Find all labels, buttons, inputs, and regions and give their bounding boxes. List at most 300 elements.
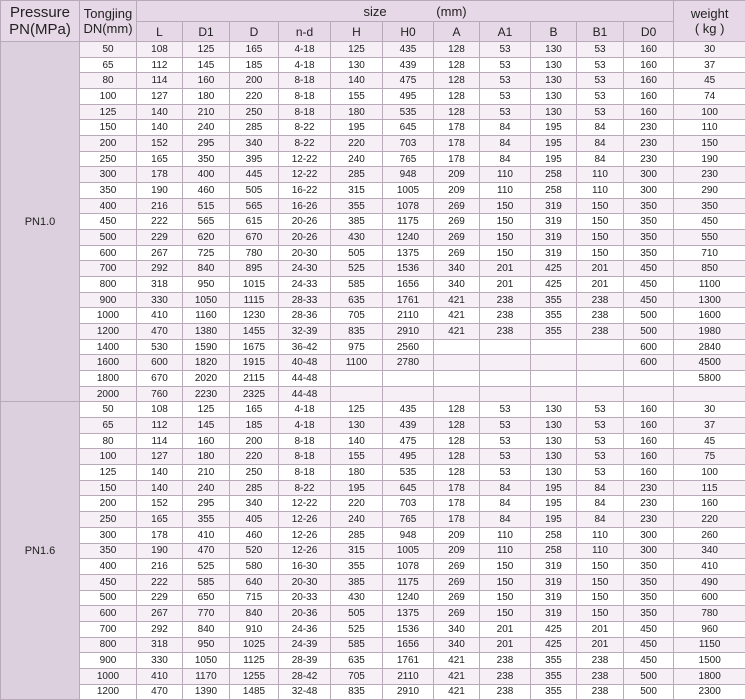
size-cell: 340: [434, 277, 480, 293]
size-cell: 140: [137, 480, 183, 496]
size-cell: 318: [137, 277, 183, 293]
size-cell: 128: [434, 465, 480, 481]
size-cell: 525: [331, 261, 383, 277]
size-cell: 222: [137, 574, 183, 590]
size-cell: 760: [137, 386, 183, 402]
size-cell: 216: [137, 559, 183, 575]
size-cell: 180: [183, 449, 230, 465]
size-cell: 715: [230, 590, 279, 606]
size-cell: 500: [624, 324, 674, 340]
weight-cell: 4500: [674, 355, 745, 371]
size-cell: 12-26: [279, 512, 331, 528]
table-row: [1, 402, 745, 418]
table-row: [1, 42, 745, 58]
size-unit: (mm): [436, 4, 466, 19]
weight-cell: 960: [674, 621, 745, 637]
size-cell: 150: [480, 230, 531, 246]
table-row: [1, 684, 745, 700]
size-cell: 140: [137, 465, 183, 481]
weight-cell: 490: [674, 574, 745, 590]
size-cell: 1390: [183, 684, 230, 700]
size-cell: 780: [230, 245, 279, 261]
size-cell: 450: [624, 637, 674, 653]
size-cell: 500: [624, 684, 674, 700]
size-cell: 108: [137, 42, 183, 58]
size-cell: 20-26: [279, 214, 331, 230]
size-cell: 53: [480, 433, 531, 449]
size-cell: 1125: [230, 653, 279, 669]
size-cell: 355: [331, 559, 383, 575]
pressure-unit: PN(MPa): [1, 21, 79, 38]
column-header-a: A: [434, 22, 480, 42]
size-cell: 32-48: [279, 684, 331, 700]
size-cell: 445: [230, 167, 279, 183]
size-cell: 128: [434, 42, 480, 58]
table-row: [1, 136, 745, 152]
dn-cell: 250: [80, 512, 137, 528]
weight-cell: 230: [674, 167, 745, 183]
size-cell: 53: [577, 73, 624, 89]
size-cell: 160: [183, 433, 230, 449]
table-row: [1, 465, 745, 481]
weight-cell: 710: [674, 245, 745, 261]
size-cell: 505: [331, 245, 383, 261]
size-cell: 315: [331, 183, 383, 199]
weight-cell: 1300: [674, 292, 745, 308]
size-cell: 1915: [230, 355, 279, 371]
size-cell: 8-18: [279, 73, 331, 89]
size-cell: 230: [624, 136, 674, 152]
dn-cell: 600: [80, 245, 137, 261]
size-cell: 470: [137, 324, 183, 340]
dn-cell: 50: [80, 402, 137, 418]
table-row: [1, 214, 745, 230]
size-cell: 525: [331, 621, 383, 637]
size-cell: 705: [331, 308, 383, 324]
size-cell: 640: [230, 574, 279, 590]
size-cell: 385: [331, 214, 383, 230]
dn-cell: 65: [80, 418, 137, 434]
size-cell: 150: [577, 606, 624, 622]
table-row: [1, 261, 745, 277]
weight-cell: 1800: [674, 668, 745, 684]
size-cell: 24-30: [279, 261, 331, 277]
size-cell: 350: [183, 151, 230, 167]
size-cell: 1015: [230, 277, 279, 293]
size-cell: 240: [331, 151, 383, 167]
dn-cell: 65: [80, 57, 137, 73]
size-cell: 53: [480, 73, 531, 89]
size-cell: 1656: [383, 637, 434, 653]
size-cell: 470: [183, 543, 230, 559]
weight-cell: 100: [674, 465, 745, 481]
table-row: [1, 637, 745, 653]
size-cell: 165: [137, 151, 183, 167]
table-body: [1, 42, 745, 700]
size-cell: [434, 386, 480, 402]
dn-cell: 80: [80, 433, 137, 449]
size-cell: 108: [137, 402, 183, 418]
size-cell: 84: [577, 480, 624, 496]
size-cell: 8-18: [279, 89, 331, 105]
size-cell: 515: [183, 198, 230, 214]
size-cell: 84: [577, 512, 624, 528]
size-cell: 2780: [383, 355, 434, 371]
size-cell: 565: [183, 214, 230, 230]
dn-cell: 1000: [80, 308, 137, 324]
weight-cell: 110: [674, 120, 745, 136]
size-cell: 340: [230, 136, 279, 152]
size-cell: 292: [137, 261, 183, 277]
size-cell: 269: [434, 606, 480, 622]
size-cell: 201: [480, 621, 531, 637]
size-cell: 209: [434, 167, 480, 183]
size-cell: 2110: [383, 668, 434, 684]
size-cell: 530: [137, 339, 183, 355]
size-cell: 53: [577, 418, 624, 434]
size-cell: 150: [577, 574, 624, 590]
size-cell: [383, 371, 434, 387]
size-cell: 238: [577, 324, 624, 340]
size-cell: 53: [480, 57, 531, 73]
size-cell: 180: [183, 89, 230, 105]
size-cell: 350: [624, 230, 674, 246]
dn-cell: 150: [80, 120, 137, 136]
size-cell: 201: [480, 277, 531, 293]
weight-cell: 75: [674, 449, 745, 465]
size-cell: 269: [434, 245, 480, 261]
dn-cell: 350: [80, 543, 137, 559]
size-cell: 127: [137, 89, 183, 105]
tongjing-header: [80, 1, 137, 42]
table-row: [1, 89, 745, 105]
dn-cell: 600: [80, 606, 137, 622]
dn-cell: 450: [80, 574, 137, 590]
size-cell: 185: [230, 57, 279, 73]
size-cell: 615: [230, 214, 279, 230]
size-cell: 128: [434, 418, 480, 434]
size-cell: 178: [434, 136, 480, 152]
size-cell: 53: [480, 42, 531, 58]
size-cell: 421: [434, 308, 480, 324]
size-cell: 535: [383, 104, 434, 120]
size-cell: 190: [137, 183, 183, 199]
size-cell: 425: [531, 621, 577, 637]
size-cell: 495: [383, 449, 434, 465]
size-cell: 230: [624, 512, 674, 528]
size-cell: 258: [531, 527, 577, 543]
dn-cell: 900: [80, 653, 137, 669]
size-cell: 355: [183, 512, 230, 528]
size-cell: 285: [230, 480, 279, 496]
size-cell: 150: [577, 559, 624, 575]
size-cell: 948: [383, 167, 434, 183]
size-cell: 178: [137, 527, 183, 543]
size-cell: 1375: [383, 245, 434, 261]
size-cell: 300: [624, 183, 674, 199]
size-cell: 150: [480, 574, 531, 590]
size-cell: 152: [137, 136, 183, 152]
size-cell: 110: [480, 167, 531, 183]
size-cell: [331, 386, 383, 402]
size-cell: 28-42: [279, 668, 331, 684]
size-cell: 439: [383, 57, 434, 73]
size-cell: 470: [137, 684, 183, 700]
size-cell: 410: [183, 527, 230, 543]
weight-cell: 1100: [674, 277, 745, 293]
size-cell: 8-18: [279, 433, 331, 449]
size-cell: 165: [230, 402, 279, 418]
size-cell: 230: [624, 496, 674, 512]
weight-cell: 1500: [674, 653, 745, 669]
weight-cell: 30: [674, 402, 745, 418]
dn-cell: 125: [80, 104, 137, 120]
weight-cell: 350: [674, 198, 745, 214]
column-header-b1: B1: [577, 22, 624, 42]
size-cell: 185: [230, 418, 279, 434]
size-cell: 355: [331, 198, 383, 214]
size-cell: 16-22: [279, 183, 331, 199]
size-cell: 150: [480, 606, 531, 622]
size-cell: 1050: [183, 653, 230, 669]
size-cell: 150: [577, 198, 624, 214]
weight-cell: 450: [674, 214, 745, 230]
size-cell: 670: [230, 230, 279, 246]
size-cell: 355: [531, 653, 577, 669]
size-cell: 140: [137, 104, 183, 120]
size-cell: 20-26: [279, 230, 331, 246]
size-cell: 1375: [383, 606, 434, 622]
size-cell: 350: [624, 574, 674, 590]
table-row: [1, 371, 745, 387]
weight-cell: 37: [674, 418, 745, 434]
size-cell: 20-30: [279, 574, 331, 590]
size-cell: 28-33: [279, 292, 331, 308]
pressure-group-label: PN1.0: [1, 42, 80, 402]
table-row: [1, 120, 745, 136]
size-cell: 114: [137, 433, 183, 449]
table-row: [1, 324, 745, 340]
size-cell: 160: [624, 418, 674, 434]
table-row: [1, 621, 745, 637]
size-cell: 230: [624, 120, 674, 136]
size-cell: 520: [230, 543, 279, 559]
size-cell: 355: [531, 324, 577, 340]
size-cell: 285: [331, 167, 383, 183]
size-cell: 128: [434, 89, 480, 105]
size-cell: 53: [577, 402, 624, 418]
size-cell: [434, 339, 480, 355]
size-cell: 160: [183, 73, 230, 89]
table-row: [1, 230, 745, 246]
size-cell: 150: [577, 230, 624, 246]
size-cell: 24-33: [279, 277, 331, 293]
size-cell: 155: [331, 89, 383, 105]
size-cell: 130: [531, 73, 577, 89]
size-cell: 110: [480, 527, 531, 543]
weight-cell: 850: [674, 261, 745, 277]
size-cell: 238: [577, 668, 624, 684]
size-cell: 150: [577, 590, 624, 606]
size-cell: 1380: [183, 324, 230, 340]
size-cell: 635: [331, 653, 383, 669]
size-cell: 201: [577, 621, 624, 637]
size-cell: 150: [480, 245, 531, 261]
dn-cell: 125: [80, 465, 137, 481]
size-cell: 24-39: [279, 637, 331, 653]
dn-cell: 400: [80, 559, 137, 575]
table-row: [1, 433, 745, 449]
table-row: [1, 183, 745, 199]
weight-cell: 5800: [674, 371, 745, 387]
dn-cell: 1800: [80, 371, 137, 387]
table-row: [1, 104, 745, 120]
size-cell: 84: [480, 512, 531, 528]
dn-cell: 500: [80, 230, 137, 246]
size-cell: 840: [230, 606, 279, 622]
size-cell: [577, 386, 624, 402]
size-cell: 210: [183, 465, 230, 481]
size-cell: 1761: [383, 292, 434, 308]
size-cell: 240: [331, 512, 383, 528]
size-cell: 435: [383, 402, 434, 418]
size-cell: 130: [531, 42, 577, 58]
column-header-d: D: [230, 22, 279, 42]
size-cell: 110: [480, 543, 531, 559]
size-cell: 2325: [230, 386, 279, 402]
column-header-d1: D1: [183, 22, 230, 42]
size-cell: 8-18: [279, 449, 331, 465]
size-cell: 114: [137, 73, 183, 89]
dn-cell: 350: [80, 183, 137, 199]
size-cell: 200: [230, 433, 279, 449]
dn-cell: 100: [80, 89, 137, 105]
size-cell: 4-18: [279, 57, 331, 73]
size-cell: 319: [531, 559, 577, 575]
size-cell: 1820: [183, 355, 230, 371]
size-cell: 178: [434, 120, 480, 136]
size-cell: 238: [577, 684, 624, 700]
size-cell: 160: [624, 465, 674, 481]
table-row: [1, 512, 745, 528]
size-cell: 1115: [230, 292, 279, 308]
size-cell: 84: [480, 496, 531, 512]
weight-cell: 45: [674, 433, 745, 449]
size-cell: 1536: [383, 261, 434, 277]
size-cell: 425: [531, 277, 577, 293]
size-cell: 460: [230, 527, 279, 543]
size-cell: 180: [331, 104, 383, 120]
size-header: [137, 1, 674, 22]
size-cell: 32-39: [279, 324, 331, 340]
size-cell: 8-18: [279, 465, 331, 481]
size-cell: 220: [331, 496, 383, 512]
size-cell: 209: [434, 183, 480, 199]
size-cell: 475: [383, 433, 434, 449]
size-cell: 20-36: [279, 606, 331, 622]
weight-cell: 100: [674, 104, 745, 120]
size-cell: 1761: [383, 653, 434, 669]
size-cell: 128: [434, 449, 480, 465]
size-cell: 1240: [383, 590, 434, 606]
pressure-group-label: PN1.6: [1, 402, 80, 700]
size-cell: 620: [183, 230, 230, 246]
size-cell: 160: [624, 104, 674, 120]
size-cell: 145: [183, 57, 230, 73]
size-cell: 53: [480, 89, 531, 105]
size-cell: 840: [183, 261, 230, 277]
size-cell: 84: [480, 480, 531, 496]
table-row: [1, 449, 745, 465]
weight-cell: 550: [674, 230, 745, 246]
size-cell: 150: [577, 245, 624, 261]
size-cell: 600: [624, 355, 674, 371]
pressure-label: Pressure: [1, 4, 79, 21]
dn-cell: 80: [80, 73, 137, 89]
dn-cell: 800: [80, 637, 137, 653]
size-cell: 4-18: [279, 402, 331, 418]
dn-cell: 50: [80, 42, 137, 58]
size-cell: 835: [331, 324, 383, 340]
size-cell: 1170: [183, 668, 230, 684]
size-cell: 269: [434, 590, 480, 606]
size-cell: 130: [531, 418, 577, 434]
size-cell: 355: [531, 668, 577, 684]
size-cell: 350: [624, 245, 674, 261]
size-cell: 210: [183, 104, 230, 120]
table-row: [1, 496, 745, 512]
size-cell: 535: [383, 465, 434, 481]
size-cell: 24-36: [279, 621, 331, 637]
size-cell: 12-26: [279, 543, 331, 559]
size-cell: 319: [531, 574, 577, 590]
size-cell: 295: [183, 496, 230, 512]
size-cell: 565: [230, 198, 279, 214]
dn-cell: 900: [80, 292, 137, 308]
weight-cell: 1150: [674, 637, 745, 653]
size-cell: 112: [137, 57, 183, 73]
size-cell: 178: [434, 151, 480, 167]
dn-cell: 1000: [80, 668, 137, 684]
tongjing-unit: DN(mm): [80, 21, 136, 36]
size-cell: 160: [624, 89, 674, 105]
size-cell: 110: [577, 527, 624, 543]
size-cell: 340: [434, 621, 480, 637]
size-cell: 295: [183, 136, 230, 152]
size-cell: [480, 371, 531, 387]
size-cell: 285: [230, 120, 279, 136]
size-cell: 350: [624, 198, 674, 214]
size-cell: 1160: [183, 308, 230, 324]
size-cell: 495: [383, 89, 434, 105]
size-cell: 1485: [230, 684, 279, 700]
size-cell: 319: [531, 590, 577, 606]
size-cell: [480, 355, 531, 371]
size-cell: 269: [434, 559, 480, 575]
size-cell: 128: [434, 73, 480, 89]
size-cell: 765: [383, 151, 434, 167]
size-cell: 240: [183, 480, 230, 496]
size-cell: [531, 355, 577, 371]
dn-cell: 1200: [80, 324, 137, 340]
size-cell: 140: [137, 120, 183, 136]
table-row: [1, 151, 745, 167]
size-cell: 300: [624, 543, 674, 559]
size-cell: 216: [137, 198, 183, 214]
size-cell: 340: [230, 496, 279, 512]
size-cell: 160: [624, 433, 674, 449]
size-cell: [624, 371, 674, 387]
